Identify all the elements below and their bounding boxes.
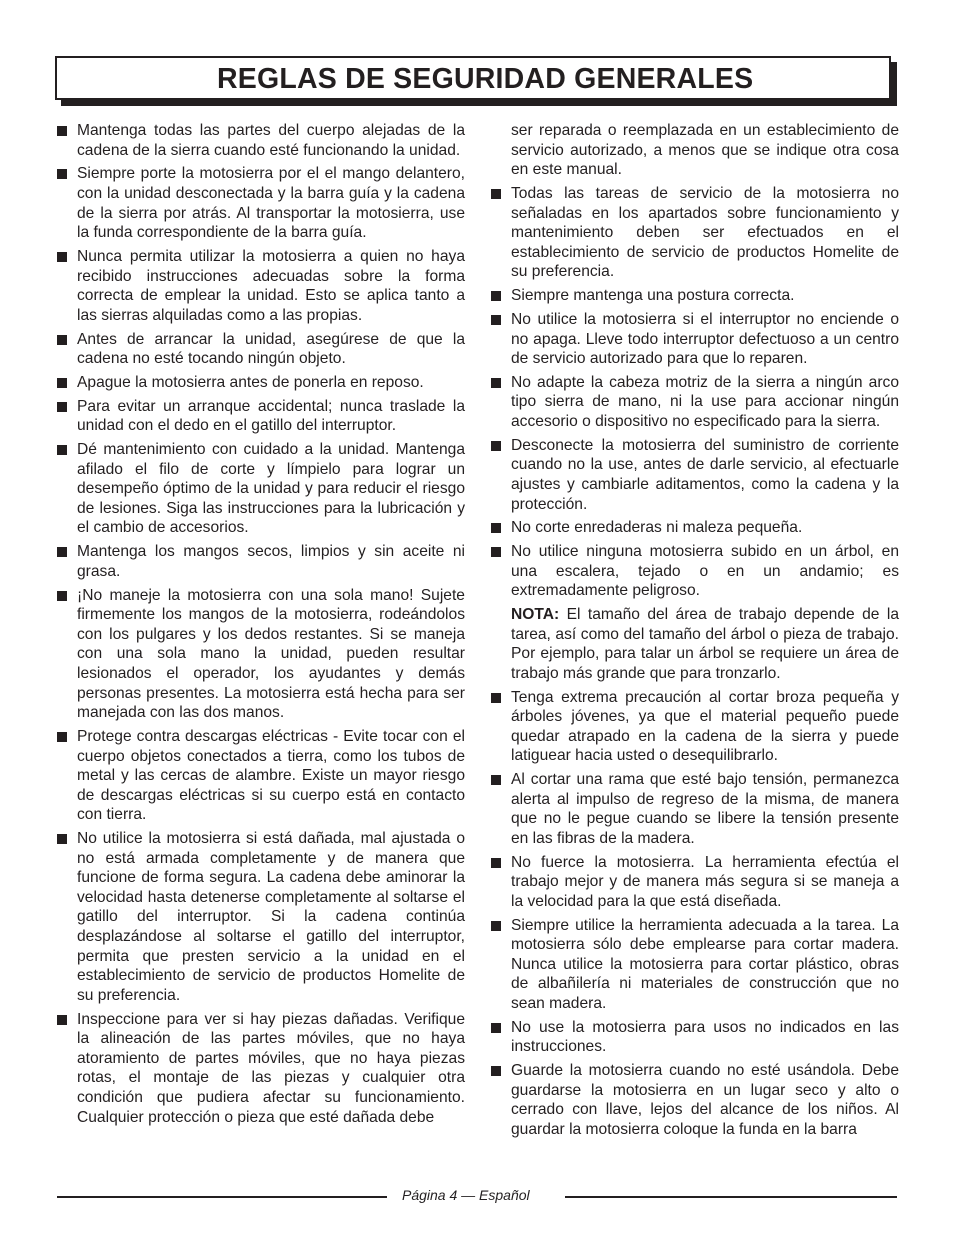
- square-bullet-icon: [491, 523, 501, 533]
- list-item: [491, 1018, 899, 1057]
- square-bullet-icon: [57, 732, 67, 742]
- footer-rule-right: [565, 1196, 897, 1198]
- list-item: [491, 184, 899, 282]
- square-bullet-icon: [491, 921, 501, 931]
- square-bullet-icon: [491, 378, 501, 388]
- list-item: [57, 373, 465, 393]
- list-item-text: Siempre mantenga una postura correcta.: [511, 287, 795, 305]
- square-bullet-icon: [57, 169, 67, 179]
- square-bullet-icon: [491, 315, 501, 325]
- list-item-text: Guarde la motosierra cuando no esté usándola. Debe guardarse la motosierra en un lugar seco y alto o cerrado con llave, lejos del alcance de los niños. Al guardar la motosierra coloque la funda en la barra: [511, 1062, 899, 1138]
- note-paragraph: [491, 605, 899, 683]
- square-bullet-icon: [57, 1015, 67, 1025]
- square-bullet-icon: [57, 252, 67, 262]
- list-item-continuation: [491, 121, 899, 180]
- list-item-text: Inspeccione para ver si hay piezas dañadas. Verifique la alineación de las partes móviles, que no haya atoramiento de partes móviles, que no haya piezas rotas, el montaje de las piezas y cualquier otra condición que pudiera afectar su funcionamiento. Cualquier protección o pieza que esté dañada debe: [77, 1010, 465, 1126]
- footer-rule-left: [57, 1196, 387, 1198]
- square-bullet-icon: [57, 547, 67, 557]
- square-bullet-icon: [57, 335, 67, 345]
- list-item: [57, 542, 465, 581]
- list-item-text: No utilice ninguna motosierra subido en un árbol, en una escalera, tejado o en un andamio; es extremadamente peligroso.: [511, 543, 899, 600]
- list-item: [57, 164, 465, 242]
- list-item: [491, 373, 899, 432]
- left-column: [57, 121, 465, 1131]
- square-bullet-icon: [57, 445, 67, 455]
- list-item-text: Todas las tareas de servicio de la motosierra no señaladas en los apartados sobre funcionamiento y mantenimiento deben ser efectuados en el establecimiento de servicio de productos Homelite de su preferencia.: [511, 184, 899, 281]
- list-item: [491, 286, 899, 306]
- right-column: [491, 121, 899, 1144]
- list-item: [57, 586, 465, 723]
- list-item: [491, 436, 899, 514]
- list-item: [57, 121, 465, 160]
- square-bullet-icon: [57, 126, 67, 136]
- list-item-text: Siempre porte la motosierra por el el mango delantero, con la unidad desconectada y la barra guía y la cadena de la sierra por atrás. Al transportar la motosierra, use la funda correspondiente de la barra guía.: [77, 165, 465, 242]
- list-item-text: Dé mantenimiento con cuidado a la unidad. Mantenga afilado el filo de corte y límpielo para lograr un desempeño óptimo de la unidad y para reducir el riesgo de lesiones. Siga las instrucciones para la lubricación y el cambio de accesorios.: [77, 441, 465, 537]
- list-item-text: No use la motosierra para usos no indicados en las instrucciones.: [511, 1018, 899, 1056]
- square-bullet-icon: [491, 441, 501, 451]
- list-item: [491, 1061, 899, 1139]
- list-item-text: No utilice la motosierra si el interruptor no enciende o no apaga. Lleve todo interruptor defectuoso a un centro de servicio autorizado para que lo reparen.: [511, 310, 899, 368]
- list-item: [491, 916, 899, 1014]
- square-bullet-icon: [57, 834, 67, 844]
- list-item: [491, 770, 899, 848]
- list-item-text: Mantenga los mangos secos, limpios y sin aceite ni grasa.: [77, 543, 465, 580]
- list-item-text: ¡No maneje la motosierra con una sola mano! Sujete firmemente los mangos de la motosierra, rodeándolos con los pulgares y los dedos restantes. Si se maneja con una sola mano la unidad, pueden resultar lesionados el operador, los ayudantes y demás personas presentes. La motosierra está hecha para ser manejada con las dos manos.: [77, 586, 465, 722]
- list-item-text: Antes de arrancar la unidad, asegúrese de que la cadena no esté tocando ningún objeto.: [77, 330, 465, 368]
- square-bullet-icon: [491, 547, 501, 557]
- square-bullet-icon: [491, 1023, 501, 1033]
- square-bullet-icon: [491, 693, 501, 703]
- square-bullet-icon: [57, 591, 67, 601]
- list-item-text: No corte enredaderas ni maleza pequeña.: [511, 519, 803, 537]
- note-label: NOTA:: [511, 606, 560, 624]
- square-bullet-icon: [491, 1066, 501, 1076]
- list-item: [57, 397, 465, 436]
- note-text: El tamaño del área de trabajo depende de la tarea, así como del tamaño del árbol o pieza de trabajo. Por ejemplo, para talar un árbol se requiere un área de trabajo más grande que para tronzarlo.: [511, 606, 899, 682]
- list-item: [57, 330, 465, 369]
- page-title: REGLAS DE SEGURIDAD GENERALES: [217, 63, 754, 95]
- list-item: [491, 310, 899, 369]
- list-item-text: Mantenga todas las partes del cuerpo alejadas de la cadena de la sierra cuando esté funcionando la unidad.: [77, 122, 465, 159]
- list-item: [57, 440, 465, 538]
- list-item: [57, 247, 465, 325]
- list-item-text: Protege contra descargas eléctricas - Evite tocar con el cuerpo objetos conectados a tierra, como los tubos de metal y las cercas de alambre. Existe un mayor riesgo de descargas eléctricas si su cuerpo está en contacto con tierra.: [77, 727, 465, 824]
- list-item-text: Desconecte la motosierra del suministro de corriente cuando no la use, antes de darle servicio, al efectuarle ajustes y cambiarle aditamentos, como la cadena y la protección.: [511, 436, 899, 513]
- square-bullet-icon: [491, 291, 501, 301]
- list-item: [491, 518, 899, 538]
- square-bullet-icon: [57, 378, 67, 388]
- square-bullet-icon: [491, 775, 501, 785]
- square-bullet-icon: [491, 858, 501, 868]
- square-bullet-icon: [491, 189, 501, 199]
- list-item-text: Siempre utilice la herramienta adecuada a la tarea. La motosierra sólo debe emplearse para cortar madera. Nunca utilice la motosierra para cortar plástico, obras de albañilería ni materiales de construcción que no sean madera.: [511, 916, 899, 1012]
- page-footer: [57, 1186, 897, 1206]
- list-item-text: Apague la motosierra antes de ponerla en reposo.: [77, 373, 424, 391]
- list-item-text: No adapte la cabeza motriz de la sierra a ningún arco tipo sierra de mano, ni la use para accionar ningún accesorio o dispositivo no especificado para la sierra.: [511, 373, 899, 431]
- list-item: [57, 727, 465, 825]
- title-box: [55, 56, 891, 100]
- list-item: [491, 688, 899, 766]
- list-item-text: Nunca permita utilizar la motosierra a quien no haya recibido instrucciones adecuadas sobre la forma correcta de emplear la unidad. Esto se aplica tanto a las sierras alquiladas como a las propias.: [77, 247, 465, 324]
- page-number: Página 4 — Español: [402, 1187, 530, 1203]
- list-item: [57, 829, 465, 1005]
- list-item-text: ser reparada o reemplazada en un establecimiento de servicio autorizado, a menos que se indique otra cosa en este manual.: [511, 122, 899, 179]
- list-item: [491, 853, 899, 912]
- list-item-text: Tenga extrema precaución al cortar broza pequeña y árboles jóvenes, ya que el material pequeño puede quedar atrapado en la cadena de la sierra y puede latiguear hacia usted o desequilibrarlo.: [511, 688, 899, 765]
- list-item-text: Al cortar una rama que esté bajo tensión, permanezca alerta al impulso de regreso de la misma, de manera que no le pegue cuando se libere la tensión presente en las fibras de la madera.: [511, 771, 899, 847]
- list-item: [491, 542, 899, 601]
- square-bullet-icon: [57, 402, 67, 412]
- list-item-text: Para evitar un arranque accidental; nunca traslade la unidad con el dedo en el gatillo del interruptor.: [77, 397, 465, 435]
- list-item-text: No fuerce la motosierra. La herramienta efectúa el trabajo mejor y de manera más segura si se maneja a la velocidad para la que está diseñada.: [511, 853, 899, 910]
- list-item-text: No utilice la motosierra si está dañada, mal ajustada o no está armada completamente y de manera que funcione de forma segura. La cadena debe aminorar la velocidad hasta detenerse completamente al soltarse el gatillo del interruptor. Si la cadena continúa desplazándose al soltarse el gatillo del interruptor, permita que presten servicio a la unidad en el establecimiento de servicio de productos Homelite de su preferencia.: [77, 830, 465, 1004]
- list-item: [57, 1010, 465, 1128]
